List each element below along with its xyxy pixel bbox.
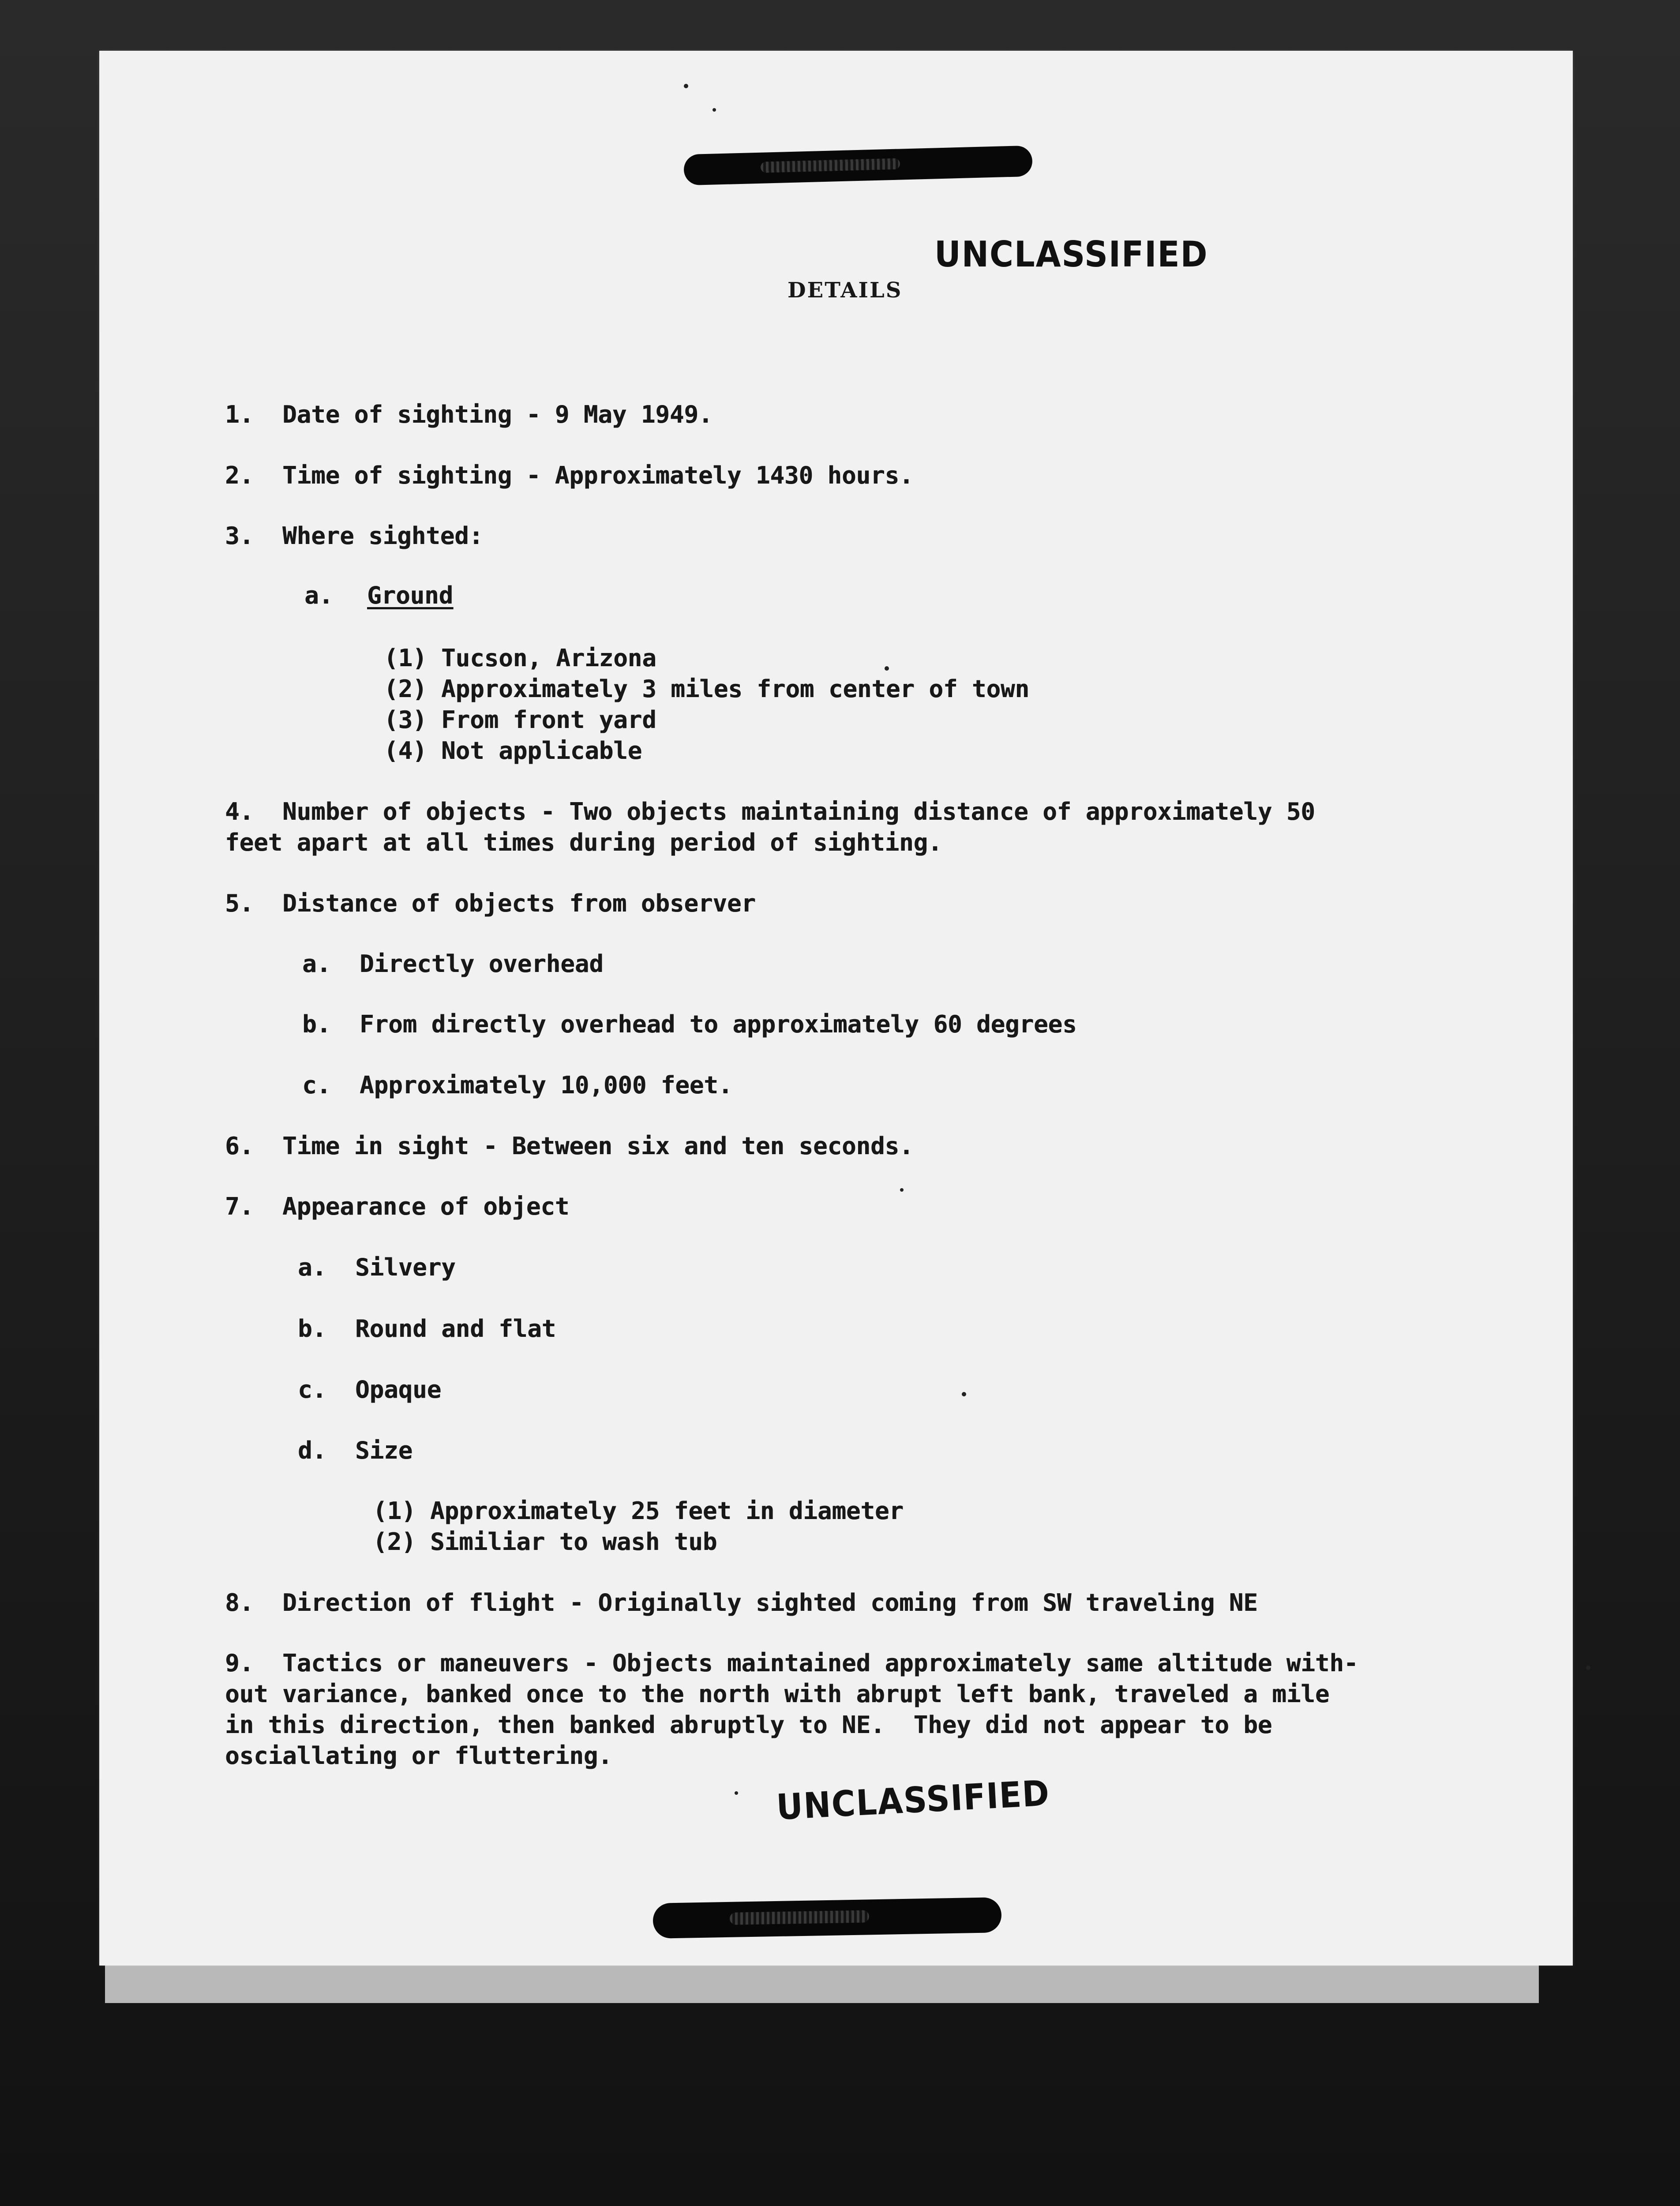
item-6: 6. Time in sight - Between six and ten seconds. [225, 1132, 914, 1160]
item-3a-1: (1) Tucson, Arizona [384, 644, 656, 672]
item-8: 8. Direction of flight - Originally sighted coming from SW traveling NE [225, 1589, 1258, 1617]
classification-stamp-top: UNCLASSIFIED [934, 234, 1208, 275]
item-7d-1: (1) Approximately 25 feet in diameter [373, 1497, 904, 1525]
item-1: 1. Date of sighting - 9 May 1949. [225, 401, 713, 428]
document-page [99, 51, 1573, 1966]
item-5b: b. From directly overhead to approximately 60 degrees [302, 1010, 1077, 1038]
speck-4 [962, 1392, 966, 1396]
item-3: 3. Where sighted: [225, 522, 484, 550]
page-title: DETAILS [788, 278, 903, 303]
item-5c: c. Approximately 10,000 feet. [302, 1071, 733, 1099]
item-9-line-3: in this direction, then banked abruptly to NE. They did not appear to be [225, 1711, 1272, 1739]
top-redaction-bar [683, 146, 1033, 186]
speck-5 [735, 1791, 738, 1795]
item-5: 5. Distance of objects from observer [225, 889, 756, 917]
item-3a-number: a. [304, 582, 334, 609]
speck-3 [885, 666, 889, 671]
item-4-line-1: 4. Number of objects - Two objects maintaining distance of approximately 50 [225, 798, 1315, 825]
item-5a: a. Directly overhead [302, 950, 604, 978]
item-3a-3: (3) From front yard [384, 706, 656, 734]
classification-stamp-bottom: UNCLASSIFIED [775, 1772, 1051, 1828]
speck-6 [1586, 1666, 1590, 1670]
item-3a-2: (2) Approximately 3 miles from center of town [384, 675, 1029, 703]
speck-2 [712, 108, 716, 112]
item-3a-label: Ground [367, 582, 454, 609]
item-7b: b. Round and flat [298, 1315, 556, 1343]
item-9-line-1: 9. Tactics or maneuvers - Objects maintained approximately same altitude with- [225, 1649, 1358, 1677]
item-7d: d. Size [298, 1437, 413, 1464]
item-3a-4: (4) Not applicable [384, 737, 642, 765]
item-4-line-2: feet apart at all times during period of sighting. [225, 829, 942, 856]
bottom-redaction-bar [652, 1897, 1001, 1939]
speck-7 [900, 1188, 904, 1192]
item-9-line-4: osciallating or fluttering. [225, 1742, 612, 1770]
item-7c: c. Opaque [298, 1376, 442, 1403]
item-9-line-2: out variance, banked once to the north with abrupt left bank, traveled a mile [225, 1680, 1330, 1708]
item-7a: a. Silvery [298, 1253, 456, 1281]
item-7: 7. Appearance of object [225, 1193, 570, 1220]
item-2: 2. Time of sighting - Approximately 1430 hours. [225, 461, 914, 489]
speck-1 [684, 84, 688, 88]
item-7d-2: (2) Similiar to wash tub [373, 1528, 717, 1556]
